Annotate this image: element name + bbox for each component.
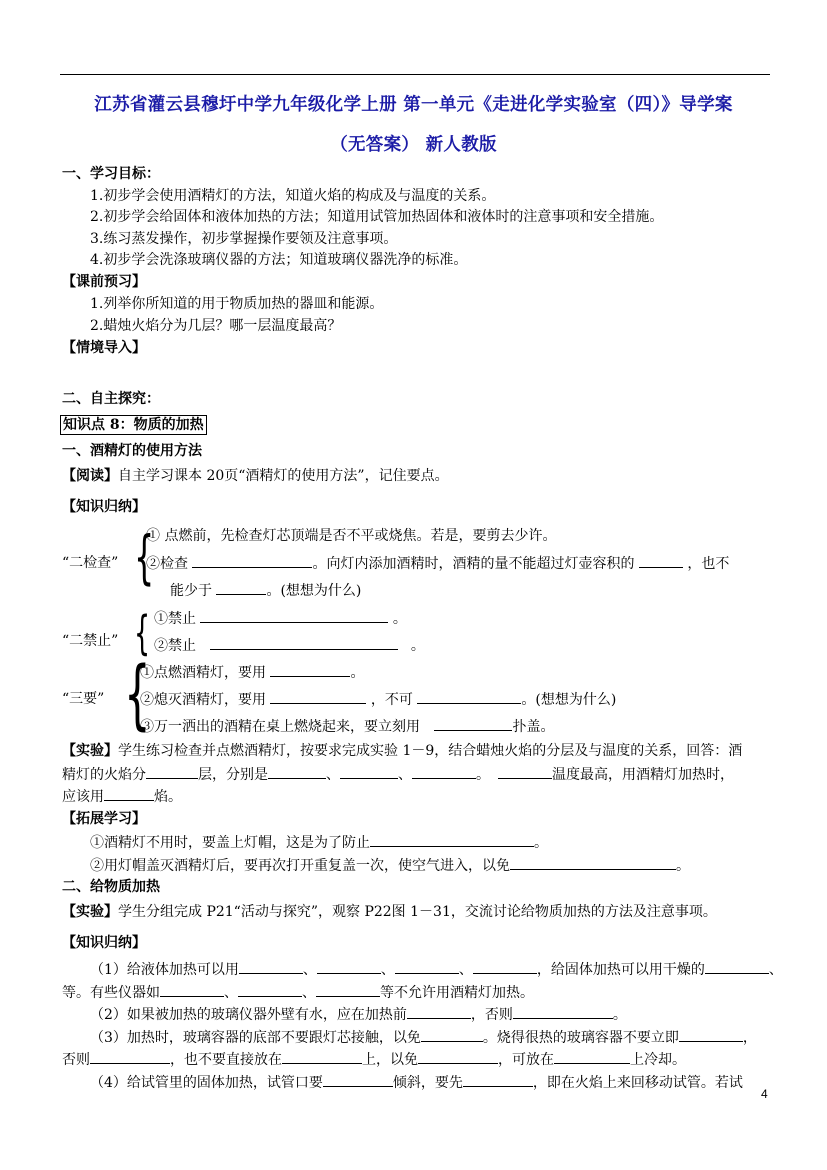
heating-point-1: （1）给液体加热可以用 、 、 、 ，给固体加热可以用干燥的 、 [90,959,783,980]
summary-heading: 【知识归纳】 [62,499,146,515]
explore-heading: 二、自主探究： [62,391,160,407]
blank [473,959,537,974]
section-objectives-heading: 一、学习目标： [62,166,160,182]
intro-heading: 【情境导入】 [62,340,146,356]
forbid-item-2: ②禁止 。 [154,635,425,656]
blank [192,553,312,568]
blank [498,764,552,779]
blank [412,764,476,779]
blank [679,1027,743,1042]
heating-heading: 二、给物质加热 [62,879,160,895]
heating-point-3-cont: 否则 ，也不要直接放在 上，以免 ，可放在 上冷却。 [62,1049,686,1070]
objective-item: 3.练习蒸发操作，初步掌握操作要领及注意事项。 [90,231,398,247]
blank [421,1027,483,1042]
heating-summary-heading: 【知识归纳】 [62,935,146,951]
brace-icon: { [124,649,151,738]
document-title: 江苏省灌云县穆圩中学九年级化学上册 第一单元《走进化学实验室（四）》导学案 [94,95,733,115]
blank [395,959,459,974]
blank [238,982,302,997]
extension-item-2: ②用灯帽盖灭酒精灯后，要再次打开重复盖一次，使空气进入，以免 。 [90,855,690,876]
brace-icon: { [134,606,151,660]
lamp-heading: 一、酒精灯的使用方法 [62,443,202,459]
blank [417,689,521,704]
must-item-3: ③万一洒出的酒精在桌上燃烧起来，要立刻用 扑盖。 [140,716,554,737]
objective-item: 4.初步学会洗涤玻璃仪器的方法；知道玻璃仪器洗净的标准。 [90,252,468,268]
experiment-line-2: 精灯的火焰分 层，分别是 、 、 。 温度最高，用酒精灯加热时， [62,764,734,785]
blank [270,662,350,677]
blank [510,855,676,870]
reading-text: 自主学习课本 20页“酒精灯的使用方法”，记住要点。 [118,468,449,484]
brace-icon: { [134,523,155,591]
experiment-line-1: 【实验】学生练习检查并点燃酒精灯，按要求完成实验 1－9，结合蜡烛火焰的分层及与温度的关系，回答：酒 [62,743,743,759]
blank [340,764,398,779]
forbid-item-1: ①禁止 。 [154,608,407,629]
extension-heading: 【拓展学习】 [62,811,146,827]
header-rule [60,74,770,75]
preview-item: 1.列举你所知道的用于物质加热的器皿和能源。 [90,296,384,312]
blank [370,832,534,847]
extension-item-1: ①酒精灯不用时，要盖上灯帽，这是为了防止 。 [90,832,548,853]
document-title-line2: （无答案） 新人教版 [330,135,497,155]
blank [210,635,398,650]
blank [239,959,303,974]
page-number: 4 [761,1087,768,1101]
blank [160,982,224,997]
blank [317,959,381,974]
blank [282,1049,362,1064]
heating-experiment: 【实验】学生分组完成 P21“活动与探究”，观察 P22图 1－31，交流讨论给物质加热的方法及注意事项。 [62,904,717,920]
objective-item: 1.初步学会使用酒精灯的方法，知道火焰的构成及与温度的关系。 [90,188,496,204]
knowledge-point-box: 知识点 8：物质的加热 [60,415,207,435]
check-item-1: ① 点燃前，先检查灯芯顶端是否不平或烧焦。若是，要剪去少许。 [146,528,557,544]
two-checks-label: “二检查” [62,555,119,571]
blank [316,982,380,997]
heating-point-4: （4）给试管里的固体加热，试管口要 倾斜，要先 ，即在火焰上来回移动试管。若试 [90,1072,743,1093]
blank [90,1049,170,1064]
blank [270,689,366,704]
knowledge-point-label [60,415,207,435]
blank [216,580,266,595]
blank [513,1004,613,1019]
preview-item: 2.蜡烛火焰分为几层？哪一层温度最高？ [90,318,342,334]
blank [418,1049,498,1064]
blank [268,764,326,779]
blank [200,608,388,623]
heating-point-3: （3）加热时，玻璃容器的底部不要跟灯芯接触，以免 。烧得很热的玻璃容器不要立即 ， [90,1027,757,1048]
heating-point-1-cont: 等。有些仪器如 、 、 等不允许用酒精灯加热。 [62,982,534,1003]
reading-line [62,466,449,486]
blank [104,786,154,801]
blank [146,764,198,779]
blank [705,959,769,974]
blank [407,1004,471,1019]
heating-point-2: （2）如果被加热的玻璃仪器外壁有水，应在加热前 ，否则 。 [90,1004,627,1025]
blank [639,553,683,568]
blank [554,1049,630,1064]
three-musts-label: “三要” [62,691,105,707]
blank [434,716,512,731]
experiment-line-3: 应该用 焰。 [62,786,182,807]
objective-item: 2.初步学会给固体和液体加热的方法；知道用试管加热固体和液体时的注意事项和安全措施。 [90,209,664,225]
must-item-2: ②熄灭酒精灯，要用 ，不可 。(想想为什么) [140,689,616,710]
check-item-2-cont: 能少于 。(想想为什么) [170,580,361,601]
reading-tag: 【阅读】 [62,468,118,484]
blank [463,1072,533,1087]
must-item-1: ①点燃酒精灯，要用 。 [140,662,364,683]
check-item-2: ②检查 。向灯内添加酒精时，酒精的量不能超过灯壶容积的 ，也不 [146,553,729,574]
preview-heading: 【课前预习】 [62,274,146,290]
blank [323,1072,393,1087]
two-forbids-label: “二禁止” [62,633,119,649]
